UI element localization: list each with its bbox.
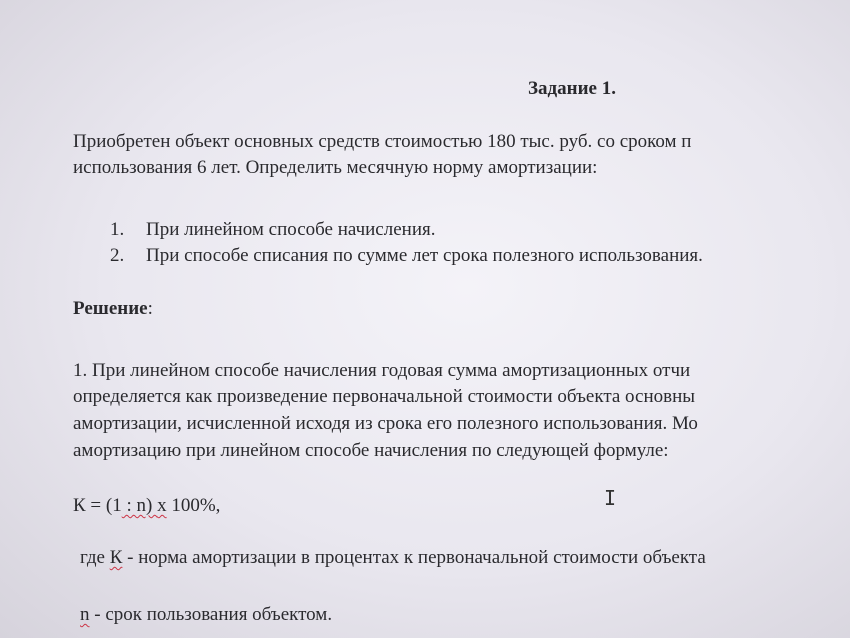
- list-item: [110, 219, 435, 241]
- para-line-3: амортизации, исчисленной исходя из срока его полезного использования. Мо: [73, 413, 698, 434]
- list-item: [110, 245, 703, 267]
- list-number: 2.: [110, 245, 125, 266]
- list-number: 1.: [110, 219, 125, 240]
- formula: К = (1 : n) x 100%,: [73, 495, 221, 516]
- intro-line-1: Приобретен объект основных средств стоимостью 180 тыс. руб. со сроком п: [73, 131, 692, 152]
- para-line-1: 1. При линейном способе начисления годовая сумма амортизационных отчи: [73, 360, 691, 381]
- list-text: При линейном способе начисления.: [146, 219, 436, 240]
- para-line-4: амортизацию при линейном способе начисления по следующей формуле:: [73, 440, 669, 461]
- intro-line-2: использования 6 лет. Определить месячную норму амортизации:: [73, 157, 598, 178]
- para-line-2: определяется как произведение первоначальной стоимости объекта основны: [73, 386, 696, 407]
- task-title: Задание 1.: [528, 78, 616, 99]
- where-line: где К - норма амортизации в процентах к первоначальной стоимости объекта: [80, 547, 706, 568]
- list-text: При способе списания по сумме лет срока полезного использования.: [146, 245, 703, 266]
- n-line: n - срок пользования объектом.: [80, 604, 333, 625]
- text-cursor-icon: I: [604, 486, 617, 510]
- solution-heading: Решение:: [73, 298, 153, 319]
